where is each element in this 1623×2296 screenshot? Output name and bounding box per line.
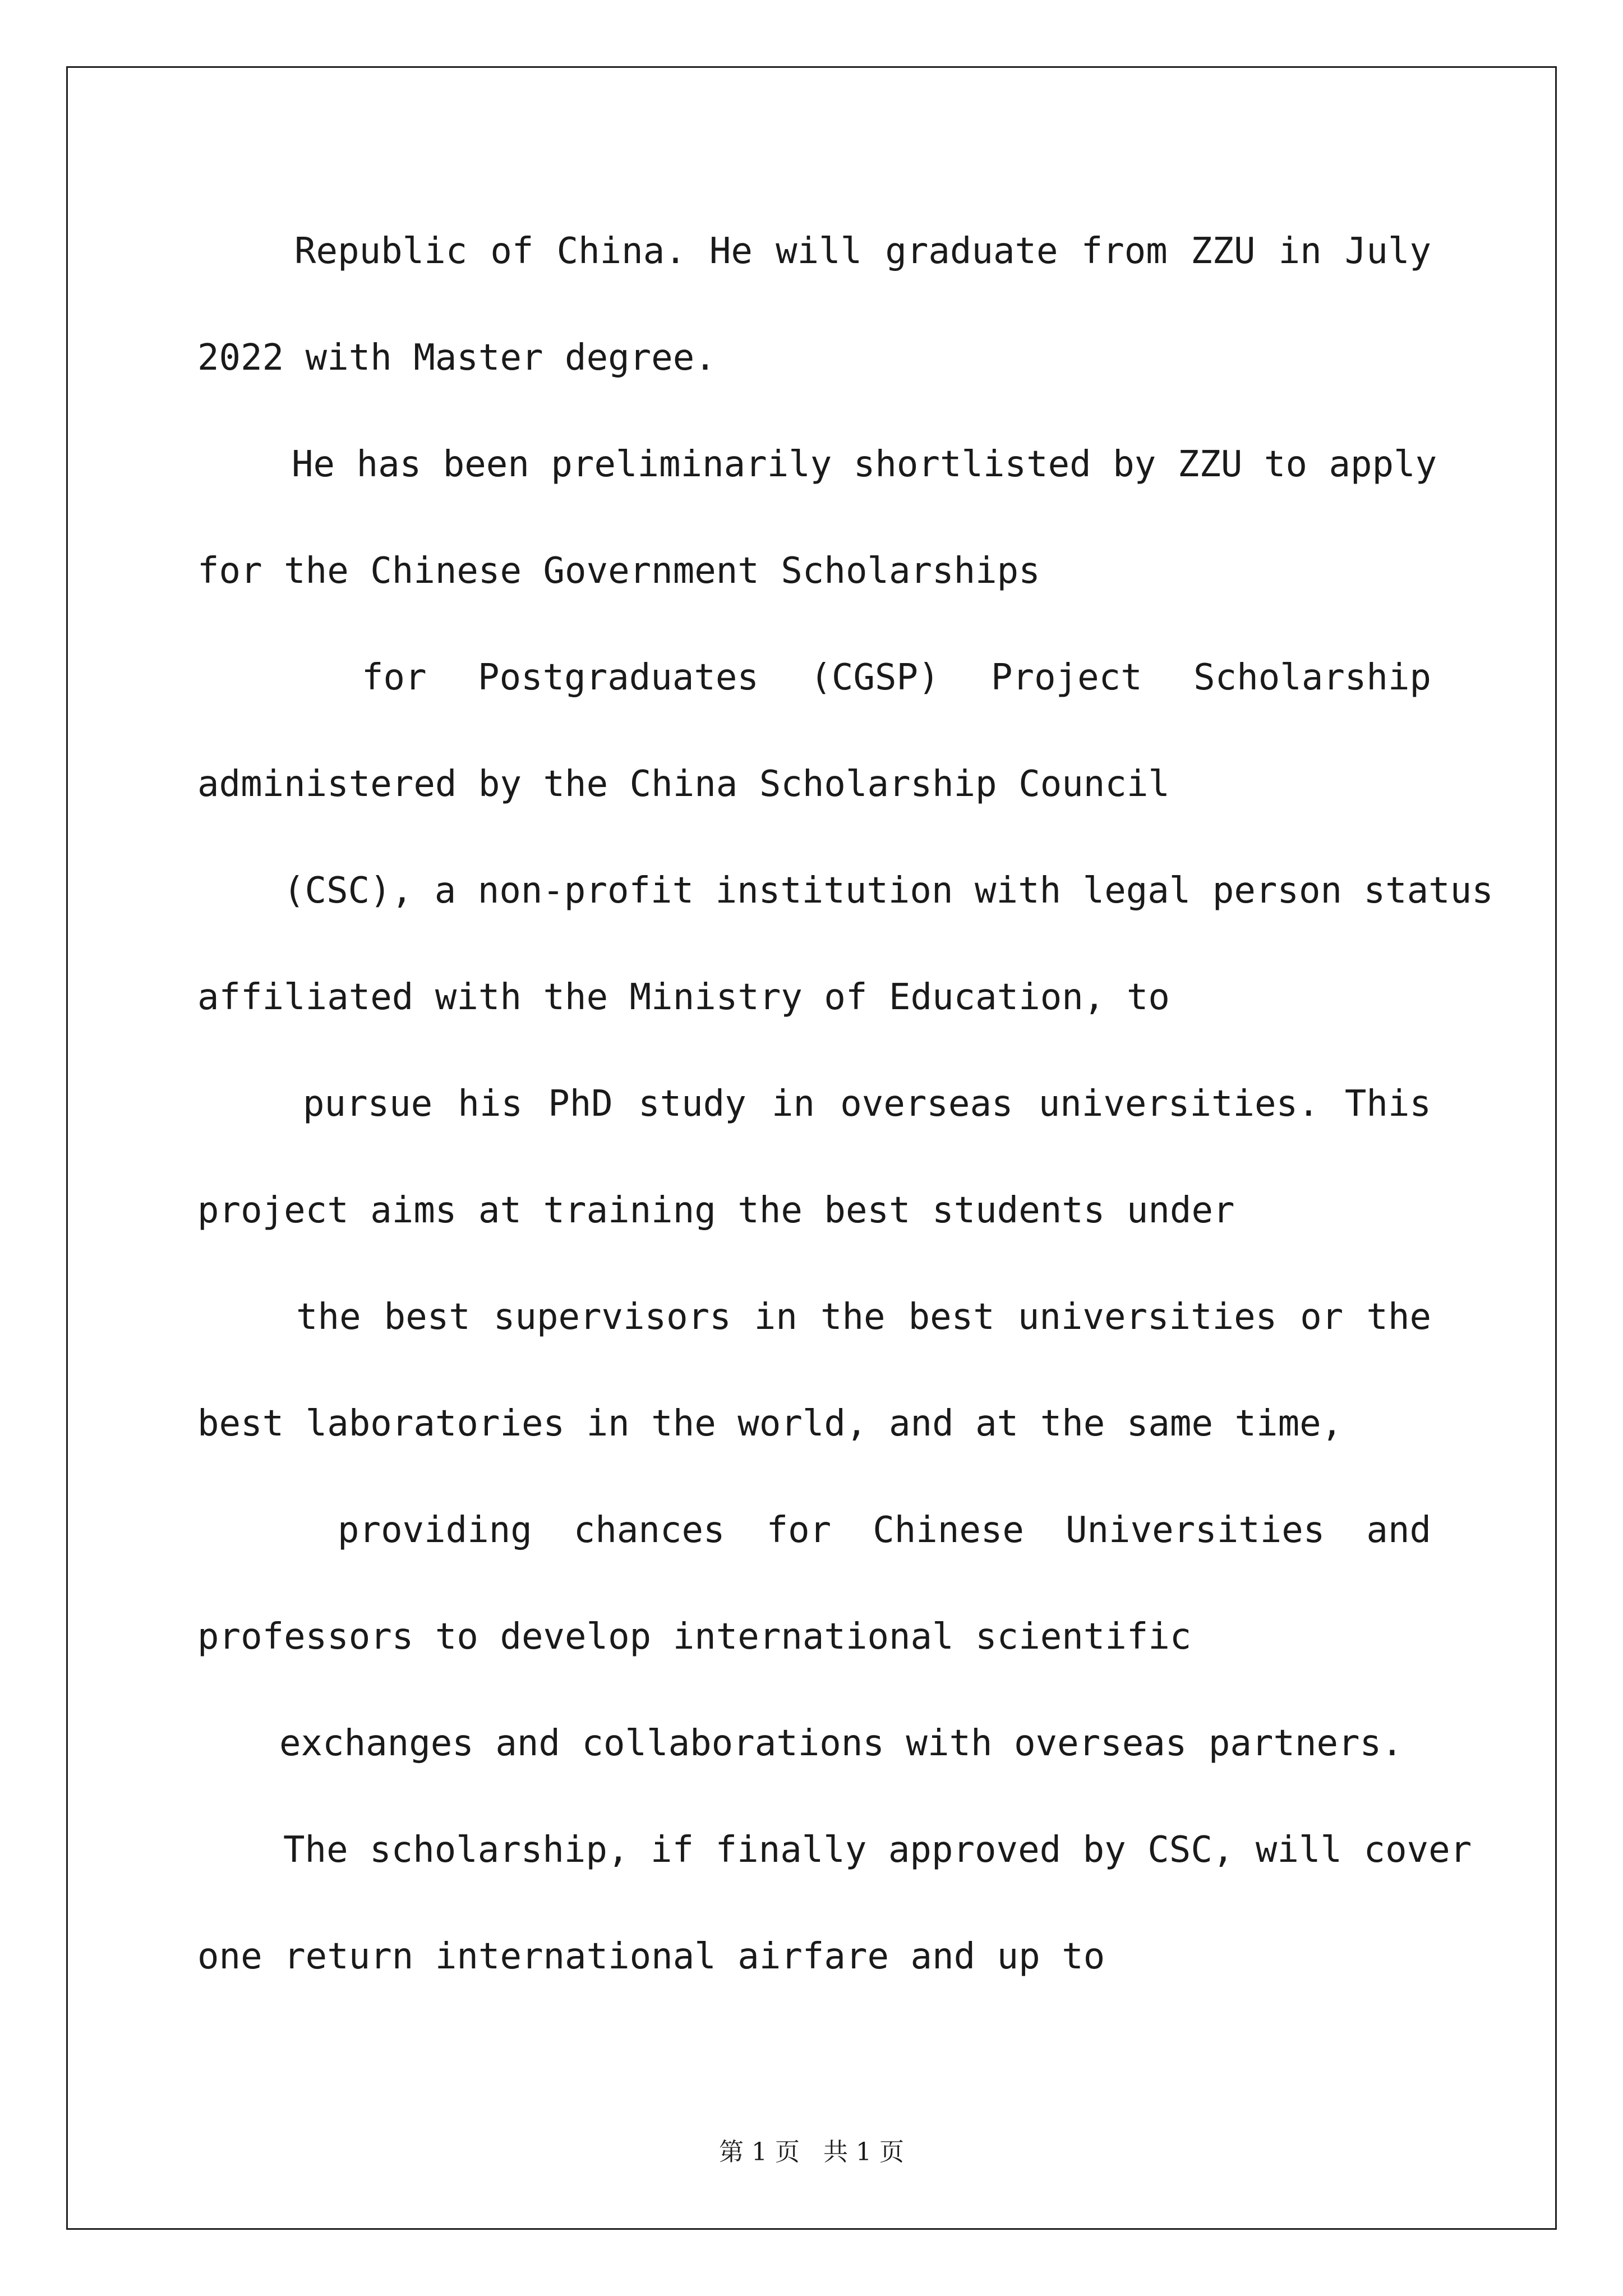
page-border bbox=[66, 66, 1557, 2230]
text-line: Republic of China. He will graduate from ZZU in July bbox=[294, 231, 1431, 272]
text-line: the best supervisors in the best universities or the bbox=[296, 1296, 1431, 1338]
text-line: pursue his PhD study in overseas universities. This bbox=[303, 1083, 1431, 1125]
page-footer: 第 1 页 共 1 页 bbox=[719, 2138, 904, 2166]
text-line: providing chances for Chinese Universities and bbox=[338, 1510, 1431, 1551]
text-line: administered by the China Scholarship Council bbox=[197, 763, 1170, 805]
text-line: best laboratories in the world, and at the same time, bbox=[197, 1403, 1343, 1444]
text-line: He has been preliminarily shortlisted by ZZU to apply bbox=[292, 444, 1437, 485]
text-line: (CSC), a non-profit institution with legal person status bbox=[283, 870, 1493, 912]
text-line: exchanges and collaborations with overseas partners. bbox=[279, 1723, 1403, 1764]
text-line: 2022 with Master degree. bbox=[197, 337, 716, 379]
text-line: for Postgraduates (CGSP) Project Scholarship bbox=[362, 657, 1431, 698]
text-line: affiliated with the Ministry of Education, to bbox=[197, 977, 1170, 1018]
text-line: professors to develop international scientific bbox=[197, 1616, 1192, 1658]
text-line: one return international airfare and up to bbox=[197, 1936, 1105, 1977]
text-line: The scholarship, if finally approved by CSC, will cover bbox=[283, 1829, 1472, 1871]
text-line: project aims at training the best students under bbox=[197, 1190, 1235, 1231]
text-line: for the Chinese Government Scholarships bbox=[197, 550, 1040, 592]
